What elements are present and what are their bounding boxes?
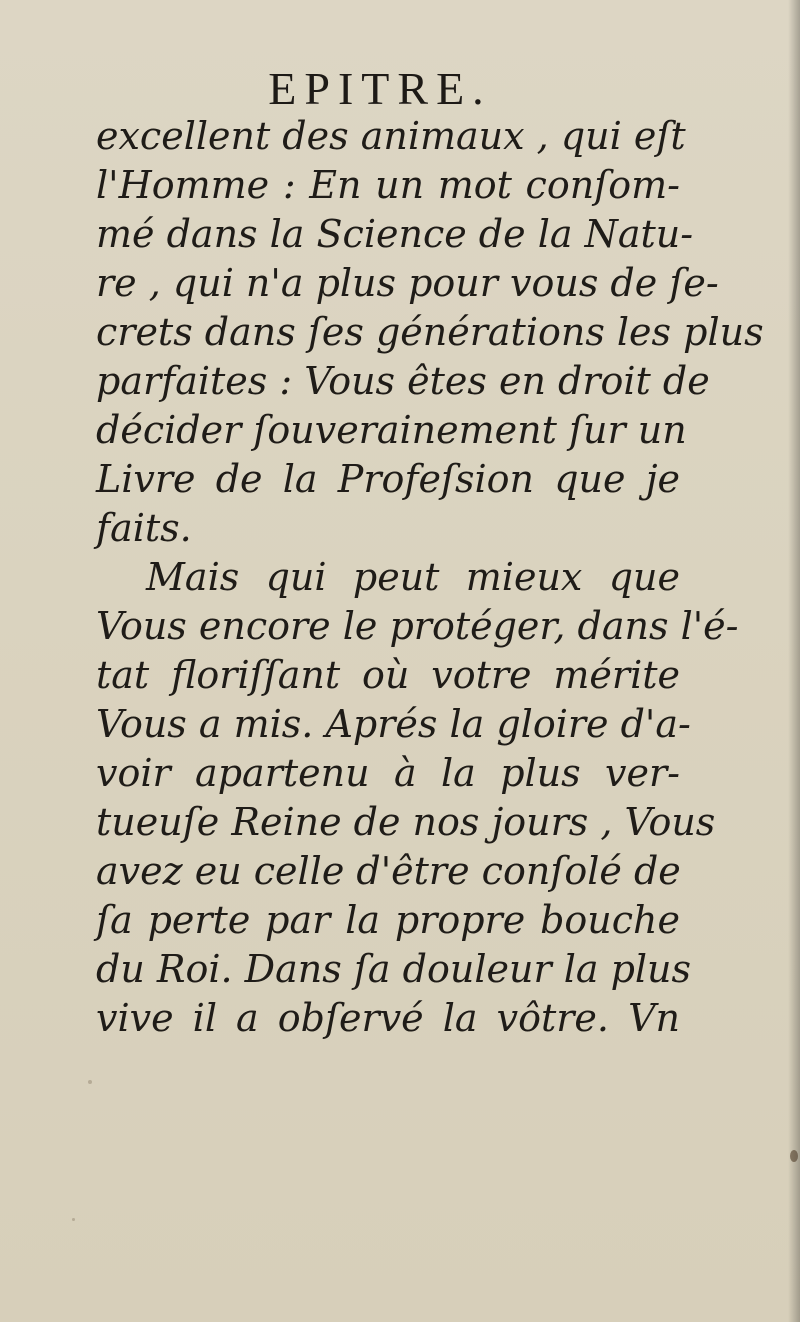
text-line: Mais qui peut mieux que: [146, 555, 680, 599]
paper-speck: [72, 1218, 75, 1221]
text-line: parfaites : Vous êtes en droit de: [96, 359, 710, 403]
text-line: re , qui n'a plus pour vous de ſe-: [96, 261, 719, 305]
text-line: tat floriſſant où votre mérite: [96, 653, 680, 697]
text-line: l'Homme : En un mot conſom-: [96, 163, 680, 207]
text-line: faits.: [96, 506, 192, 550]
text-line: voir apartenu à la plus ver-: [96, 751, 680, 795]
page-edge-shadow: [788, 0, 800, 1322]
text-line: ſa perte par la propre bouche: [96, 898, 680, 942]
running-head: EPITRE.: [268, 63, 492, 114]
text-line: tueuſe Reine de nos jours , Vous: [96, 800, 716, 844]
text-line: excellent des animaux , qui eſt: [96, 114, 686, 158]
text-line: du Roi. Dans ſa douleur la plus: [96, 947, 692, 991]
body-text: [96, 112, 764, 1043]
text-line: crets dans ſes générations les plus: [96, 310, 764, 354]
text-line: décider ſouverainement ſur un: [96, 408, 687, 452]
text-line: Vous a mis. Aprés la gloire d'a-: [96, 702, 691, 746]
text-line: avez eu celle d'être conſolé de: [96, 849, 681, 893]
text-line: vive il a obſervé la vôtre. Vn: [96, 996, 680, 1040]
paper-speck: [88, 1080, 92, 1084]
text-line: Livre de la Profeſsion que je: [96, 457, 680, 501]
text-line: mé dans la Science de la Natu-: [96, 212, 694, 256]
paper-speck: [790, 1150, 798, 1162]
text-line: Vous encore le protéger, dans l'é-: [96, 604, 739, 648]
